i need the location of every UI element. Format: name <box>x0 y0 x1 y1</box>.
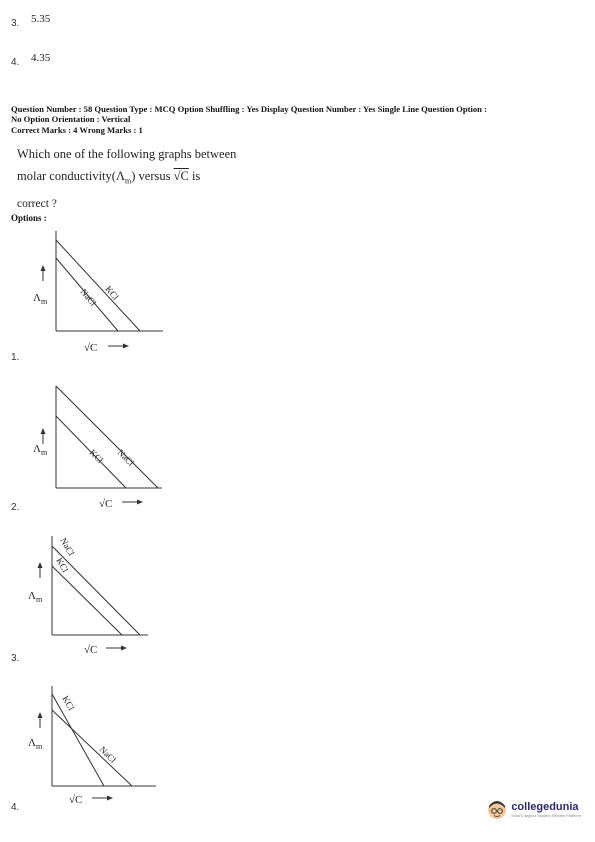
kcl-label: KCl <box>60 694 77 713</box>
x-label: √C <box>69 794 83 806</box>
question-line: molar $conductivity(\Lambda_m)$ versus √C is <box>17 169 201 186</box>
question-text <box>17 143 317 215</box>
y-label: $\Lambda_m$ <box>33 292 48 306</box>
nacl-label: NaCl <box>78 286 99 308</box>
graph-option-4 <box>0 680 240 820</box>
option-number: 3. <box>11 653 20 664</box>
x-label: √C <box>99 498 113 510</box>
nacl-label: NaCl <box>97 744 119 765</box>
x-label: √C <box>84 342 98 354</box>
y-label: $\Lambda_m$ <box>28 590 43 604</box>
logo-tagline: India's largest Student Review Platform <box>511 813 581 818</box>
x-label: √C <box>84 644 98 656</box>
graph-option-1 <box>0 225 240 365</box>
kcl-label: KCl <box>103 283 121 302</box>
question-meta <box>11 104 591 135</box>
kcl-label: KCl <box>54 556 71 575</box>
collegedunia-logo <box>487 800 581 820</box>
question-line: Which one of the following graphs between <box>17 147 237 161</box>
option-number: 2. <box>11 502 20 513</box>
nacl-line <box>56 386 158 488</box>
option-number: 4. <box>11 802 20 813</box>
option-number: 3. <box>11 18 20 29</box>
y-label: $\Lambda_m$ <box>33 443 48 457</box>
kcl-line <box>52 694 104 786</box>
meta-line: Question Number : 58 Question Type : MCQ Option Shuffling : Yes Display Question Number : Yes Single Line Question Option : <box>11 104 487 114</box>
options-label: Options : <box>11 213 47 223</box>
kcl-label: KCl <box>87 447 106 466</box>
y-label: $\Lambda_m$ <box>28 737 43 751</box>
meta-line: No Option Orientation : Vertical <box>11 114 131 124</box>
meta-line: Correct Marks : 4 Wrong Marks : 1 <box>11 125 143 135</box>
logo-name: collegedunia <box>511 801 579 813</box>
question-line: correct ? <box>17 197 57 210</box>
option-value: 4.35 <box>31 52 51 64</box>
graph-option-2 <box>0 380 240 520</box>
mascot-icon <box>487 800 507 820</box>
option-value: 5.35 <box>31 13 51 25</box>
nacl-line <box>52 566 122 635</box>
nacl-line <box>52 710 132 786</box>
kcl-line <box>56 240 140 331</box>
option-number: 1. <box>11 352 20 363</box>
option-number: 4. <box>11 57 20 68</box>
graph-option-3 <box>0 532 240 672</box>
nacl-label: NaCl <box>115 447 137 468</box>
nacl-label: NaCl <box>58 536 77 558</box>
